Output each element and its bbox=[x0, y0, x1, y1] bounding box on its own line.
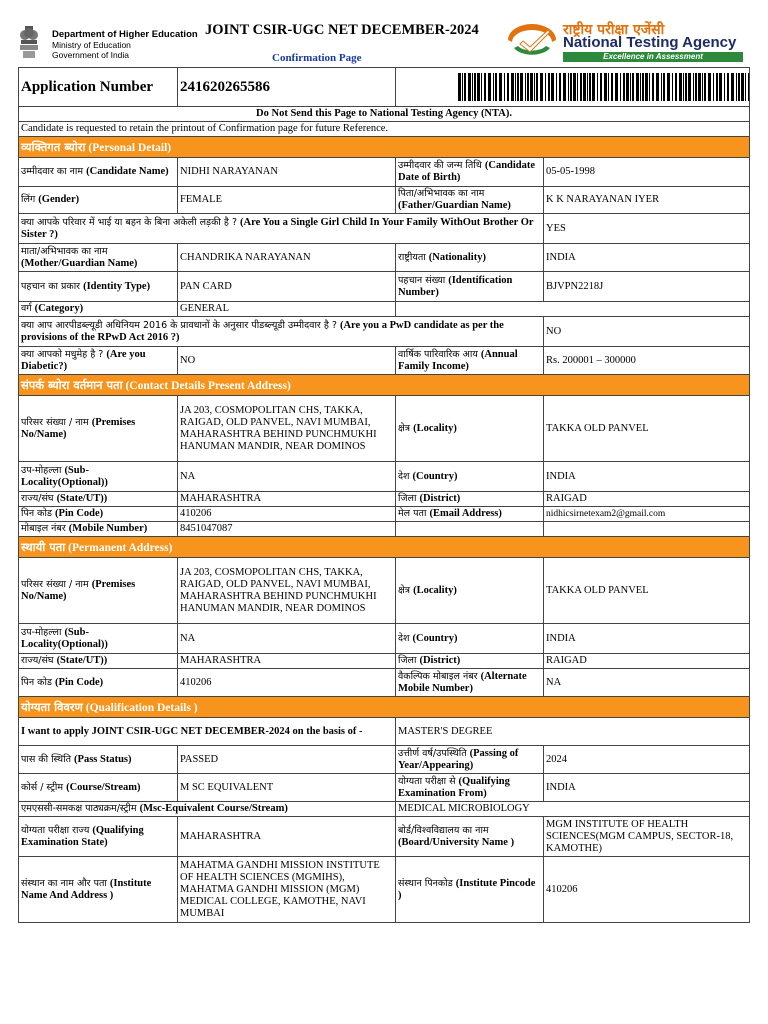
qualifying-exam-from-label: योग्यता परीक्षा से (Qualifying Examination From) bbox=[396, 774, 544, 802]
district-value: RAIGAD bbox=[544, 492, 750, 507]
empty-cell bbox=[544, 522, 750, 537]
section-permanent-address bbox=[19, 537, 750, 558]
dob-label: उम्मीदवार की जन्म तिथि (Candidate Date of Birth) bbox=[396, 158, 544, 187]
do-not-send-notice: Do Not Send this Page to National Testing Agency (NTA). bbox=[19, 107, 750, 122]
section-personal bbox=[19, 137, 750, 158]
empty-cell bbox=[396, 302, 750, 317]
district-label: जिला (District) bbox=[396, 492, 544, 507]
application-number-value: 241620265586 bbox=[178, 68, 396, 107]
page-subtitle: Confirmation Page bbox=[272, 52, 362, 64]
dept-line-3: Government of India bbox=[52, 50, 130, 60]
board-value: MGM INSTITUTE OF HEALTH SCIENCES(MGM CAMPUS, SECTOR-18, KAMOTHE) bbox=[544, 817, 750, 857]
diabetic-label: क्या आपको मधुमेह है ? (Are you Diabetic?) bbox=[19, 347, 178, 375]
category-value: GENERAL bbox=[178, 302, 396, 317]
pwd-value: NO bbox=[544, 317, 750, 347]
perm-premises-label: परिसर संख्या / नाम (Premises No/Name) bbox=[19, 558, 178, 624]
mobile-label: मोबाइल नंबर (Mobile Number) bbox=[19, 522, 178, 537]
country-value: INDIA bbox=[544, 462, 750, 492]
gender-value: FEMALE bbox=[178, 187, 396, 214]
department-block bbox=[52, 29, 198, 60]
section-title-en: (Qualification Details ) bbox=[85, 701, 198, 714]
country-label: देश (Country) bbox=[396, 462, 544, 492]
board-label: बोर्ड/विश्वविद्यालय का नाम (Board/University Name ) bbox=[396, 817, 544, 857]
alt-mobile-value: NA bbox=[544, 669, 750, 697]
nta-english-name: National Testing Agency bbox=[563, 34, 737, 51]
sublocality-value: NA bbox=[178, 462, 396, 492]
perm-country-value: INDIA bbox=[544, 624, 750, 654]
pin-value: 410206 bbox=[178, 507, 396, 522]
section-title-hi: संपर्क ब्योरा वर्तमान पता bbox=[21, 377, 123, 392]
pass-status-label: पास की स्थिति (Pass Status) bbox=[19, 746, 178, 774]
single-girl-label: क्या आपके परिवार में भाई या बहन के बिना अकेली लड़की है ? (Are You a Single Girl Child In Your Family WithOut Brother Or Sister ?) bbox=[19, 214, 544, 244]
email-value: nidhicsirnetexam2@gmail.com bbox=[544, 507, 750, 522]
premises-label: परिसर संख्या / नाम (Premises No/Name) bbox=[19, 396, 178, 462]
page-title: JOINT CSIR-UGC NET DECEMBER-2024 bbox=[205, 22, 479, 38]
section-title-en: (Permanent Address) bbox=[68, 541, 173, 554]
application-number-label: Application Number bbox=[19, 68, 178, 107]
perm-pin-label: पिन कोड (Pin Code) bbox=[19, 669, 178, 697]
exam-state-label: योग्यता परीक्षा राज्य (Qualifying Examination State) bbox=[19, 817, 178, 857]
perm-locality-label: क्षेत्र (Locality) bbox=[396, 558, 544, 624]
alt-mobile-label: वैकल्पिक मोबाइल नंबर (Alternate Mobile Number) bbox=[396, 669, 544, 697]
barcode-icon bbox=[458, 73, 750, 101]
identification-number-label: पहचान संख्या (Identification Number) bbox=[396, 272, 544, 302]
section-title-hi: योग्यता विवरण bbox=[21, 699, 83, 714]
application-row bbox=[19, 68, 750, 107]
perm-locality-value: TAKKA OLD PANVEL bbox=[544, 558, 750, 624]
section-qualification bbox=[19, 697, 750, 718]
perm-premises-value: JA 203, COSMOPOLITAN CHS, TAKKA, RAIGAD, OLD PANVEL, NAVI MUMBAI, MAHARASHTRA BEHIND PUNCHMUKHI HANUMAN MANDIR, NEAR DOMINOS bbox=[178, 558, 396, 624]
mother-name-value: CHANDRIKA NARAYANAN bbox=[178, 244, 396, 272]
email-label: मेल पता (Email Address) bbox=[396, 507, 544, 522]
section-title-hi: व्यक्तिगत ब्योरा bbox=[21, 139, 86, 154]
exam-state-value: MAHARASHTRA bbox=[178, 817, 396, 857]
retain-note: Candidate is requested to retain the printout of Confirmation page for future Reference. bbox=[19, 122, 750, 137]
section-title-en: (Personal Detail) bbox=[88, 141, 172, 154]
perm-district-value: RAIGAD bbox=[544, 654, 750, 669]
state-value: MAHARASHTRA bbox=[178, 492, 396, 507]
dob-value: 05-05-1998 bbox=[544, 158, 750, 187]
dept-line-2: Ministry of Education bbox=[52, 40, 131, 50]
course-value: M SC EQUIVALENT bbox=[178, 774, 396, 802]
empty-cell bbox=[396, 522, 544, 537]
identification-number-value: BJVPN2218J bbox=[544, 272, 750, 302]
perm-pin-value: 410206 bbox=[178, 669, 396, 697]
pass-status-value: PASSED bbox=[178, 746, 396, 774]
perm-sublocality-label: उप-मोहल्ला (Sub-Locality(Optional)) bbox=[19, 624, 178, 654]
category-label: वर्ग (Category) bbox=[19, 302, 178, 317]
perm-district-label: जिला (District) bbox=[396, 654, 544, 669]
identity-type-value: PAN CARD bbox=[178, 272, 396, 302]
gender-label: लिंग (Gender) bbox=[19, 187, 178, 214]
nationality-value: INDIA bbox=[544, 244, 750, 272]
perm-state-label: राज्य/संघ (State/UT)) bbox=[19, 654, 178, 669]
section-title-hi: स्थायी पता bbox=[21, 539, 66, 554]
candidate-name-value: NIDHI NARAYANAN bbox=[178, 158, 396, 187]
passing-year-label: उत्तीर्ण वर्ष/उपस्थिति (Passing of Year/Appearing) bbox=[396, 746, 544, 774]
mobile-value: 8451047087 bbox=[178, 522, 396, 537]
perm-sublocality-value: NA bbox=[178, 624, 396, 654]
apply-basis-label: I want to apply JOINT CSIR-UGC NET DECEMBER-2024 on the basis of - bbox=[19, 718, 396, 746]
pwd-label: क्या आप आरपीडब्ल्यूडी अधिनियम 2016 के प्रावधानों के अनुसार पीडब्ल्यूडी उम्मीदवार है ? (Are you a PwD candidate as per the provisions of the RPwD Act 2016 ?) bbox=[19, 317, 544, 347]
nta-tagline: Excellence in Assessment bbox=[563, 52, 743, 62]
barcode-cell bbox=[396, 68, 750, 107]
diabetic-value: NO bbox=[178, 347, 396, 375]
page-header bbox=[0, 0, 768, 66]
section-present-address bbox=[19, 375, 750, 396]
national-emblem-icon bbox=[16, 24, 42, 62]
qualifying-exam-from-value: INDIA bbox=[544, 774, 750, 802]
institute-pin-value: 410206 bbox=[544, 857, 750, 923]
locality-label: क्षेत्र (Locality) bbox=[396, 396, 544, 462]
apply-basis-value: MASTER'S DEGREE bbox=[396, 718, 750, 746]
income-value: Rs. 200001 – 300000 bbox=[544, 347, 750, 375]
msc-course-value: MEDICAL MICROBIOLOGY bbox=[396, 802, 750, 817]
institute-label: संस्थान का नाम और पता (Institute Name And Address ) bbox=[19, 857, 178, 923]
perm-country-label: देश (Country) bbox=[396, 624, 544, 654]
perm-state-value: MAHARASHTRA bbox=[178, 654, 396, 669]
candidate-name-label: उम्मीदवार का नाम (Candidate Name) bbox=[19, 158, 178, 187]
course-label: कोर्स / स्ट्रीम (Course/Stream) bbox=[19, 774, 178, 802]
mother-name-label: माता/अभिभावक का नाम (Mother/Guardian Name) bbox=[19, 244, 178, 272]
pin-label: पिन कोड (Pin Code) bbox=[19, 507, 178, 522]
premises-value: JA 203, COSMOPOLITAN CHS, TAKKA, RAIGAD, OLD PANVEL, NAVI MUMBAI, MAHARASHTRA BEHIND PUNCHMUKHI HANUMAN MANDIR, NEAR DOMINOS bbox=[178, 396, 396, 462]
locality-value: TAKKA OLD PANVEL bbox=[544, 396, 750, 462]
msc-course-label: एमएससी-समकक्ष पाठ्यक्रम/स्ट्रीम (Msc-Equivalent Course/Stream) bbox=[19, 802, 396, 817]
section-title-en: (Contact Details Present Address) bbox=[125, 379, 291, 392]
sublocality-label: उप-मोहल्ला (Sub-Locality(Optional)) bbox=[19, 462, 178, 492]
nationality-label: राष्ट्रीयता (Nationality) bbox=[396, 244, 544, 272]
identity-type-label: पहचान का प्रकार (Identity Type) bbox=[19, 272, 178, 302]
confirmation-table bbox=[18, 67, 750, 923]
institute-value: MAHATMA GANDHI MISSION INSTITUTE OF HEALTH SCIENCES (MGMIHS), MAHATMA GANDHI MISSION (MGM) MEDICAL COLLEGE, KAMOTHE, NAVI MUMBAI bbox=[178, 857, 396, 923]
institute-pin-label: संस्थान पिनकोड (Institute Pincode ) bbox=[396, 857, 544, 923]
nta-hindi-name: राष्ट्रीय परीक्षा एजेंसी bbox=[563, 22, 665, 38]
father-name-value: K K NARAYANAN IYER bbox=[544, 187, 750, 214]
single-girl-value: YES bbox=[544, 214, 750, 244]
income-label: वार्षिक पारिवारिक आय (Annual Family Income) bbox=[396, 347, 544, 375]
state-label: राज्य/संघ (State/UT)) bbox=[19, 492, 178, 507]
father-name-label: पिता/अभिभावक का नाम (Father/Guardian Name) bbox=[396, 187, 544, 214]
passing-year-value: 2024 bbox=[544, 746, 750, 774]
dept-line-1: Department of Higher Education bbox=[52, 29, 198, 40]
